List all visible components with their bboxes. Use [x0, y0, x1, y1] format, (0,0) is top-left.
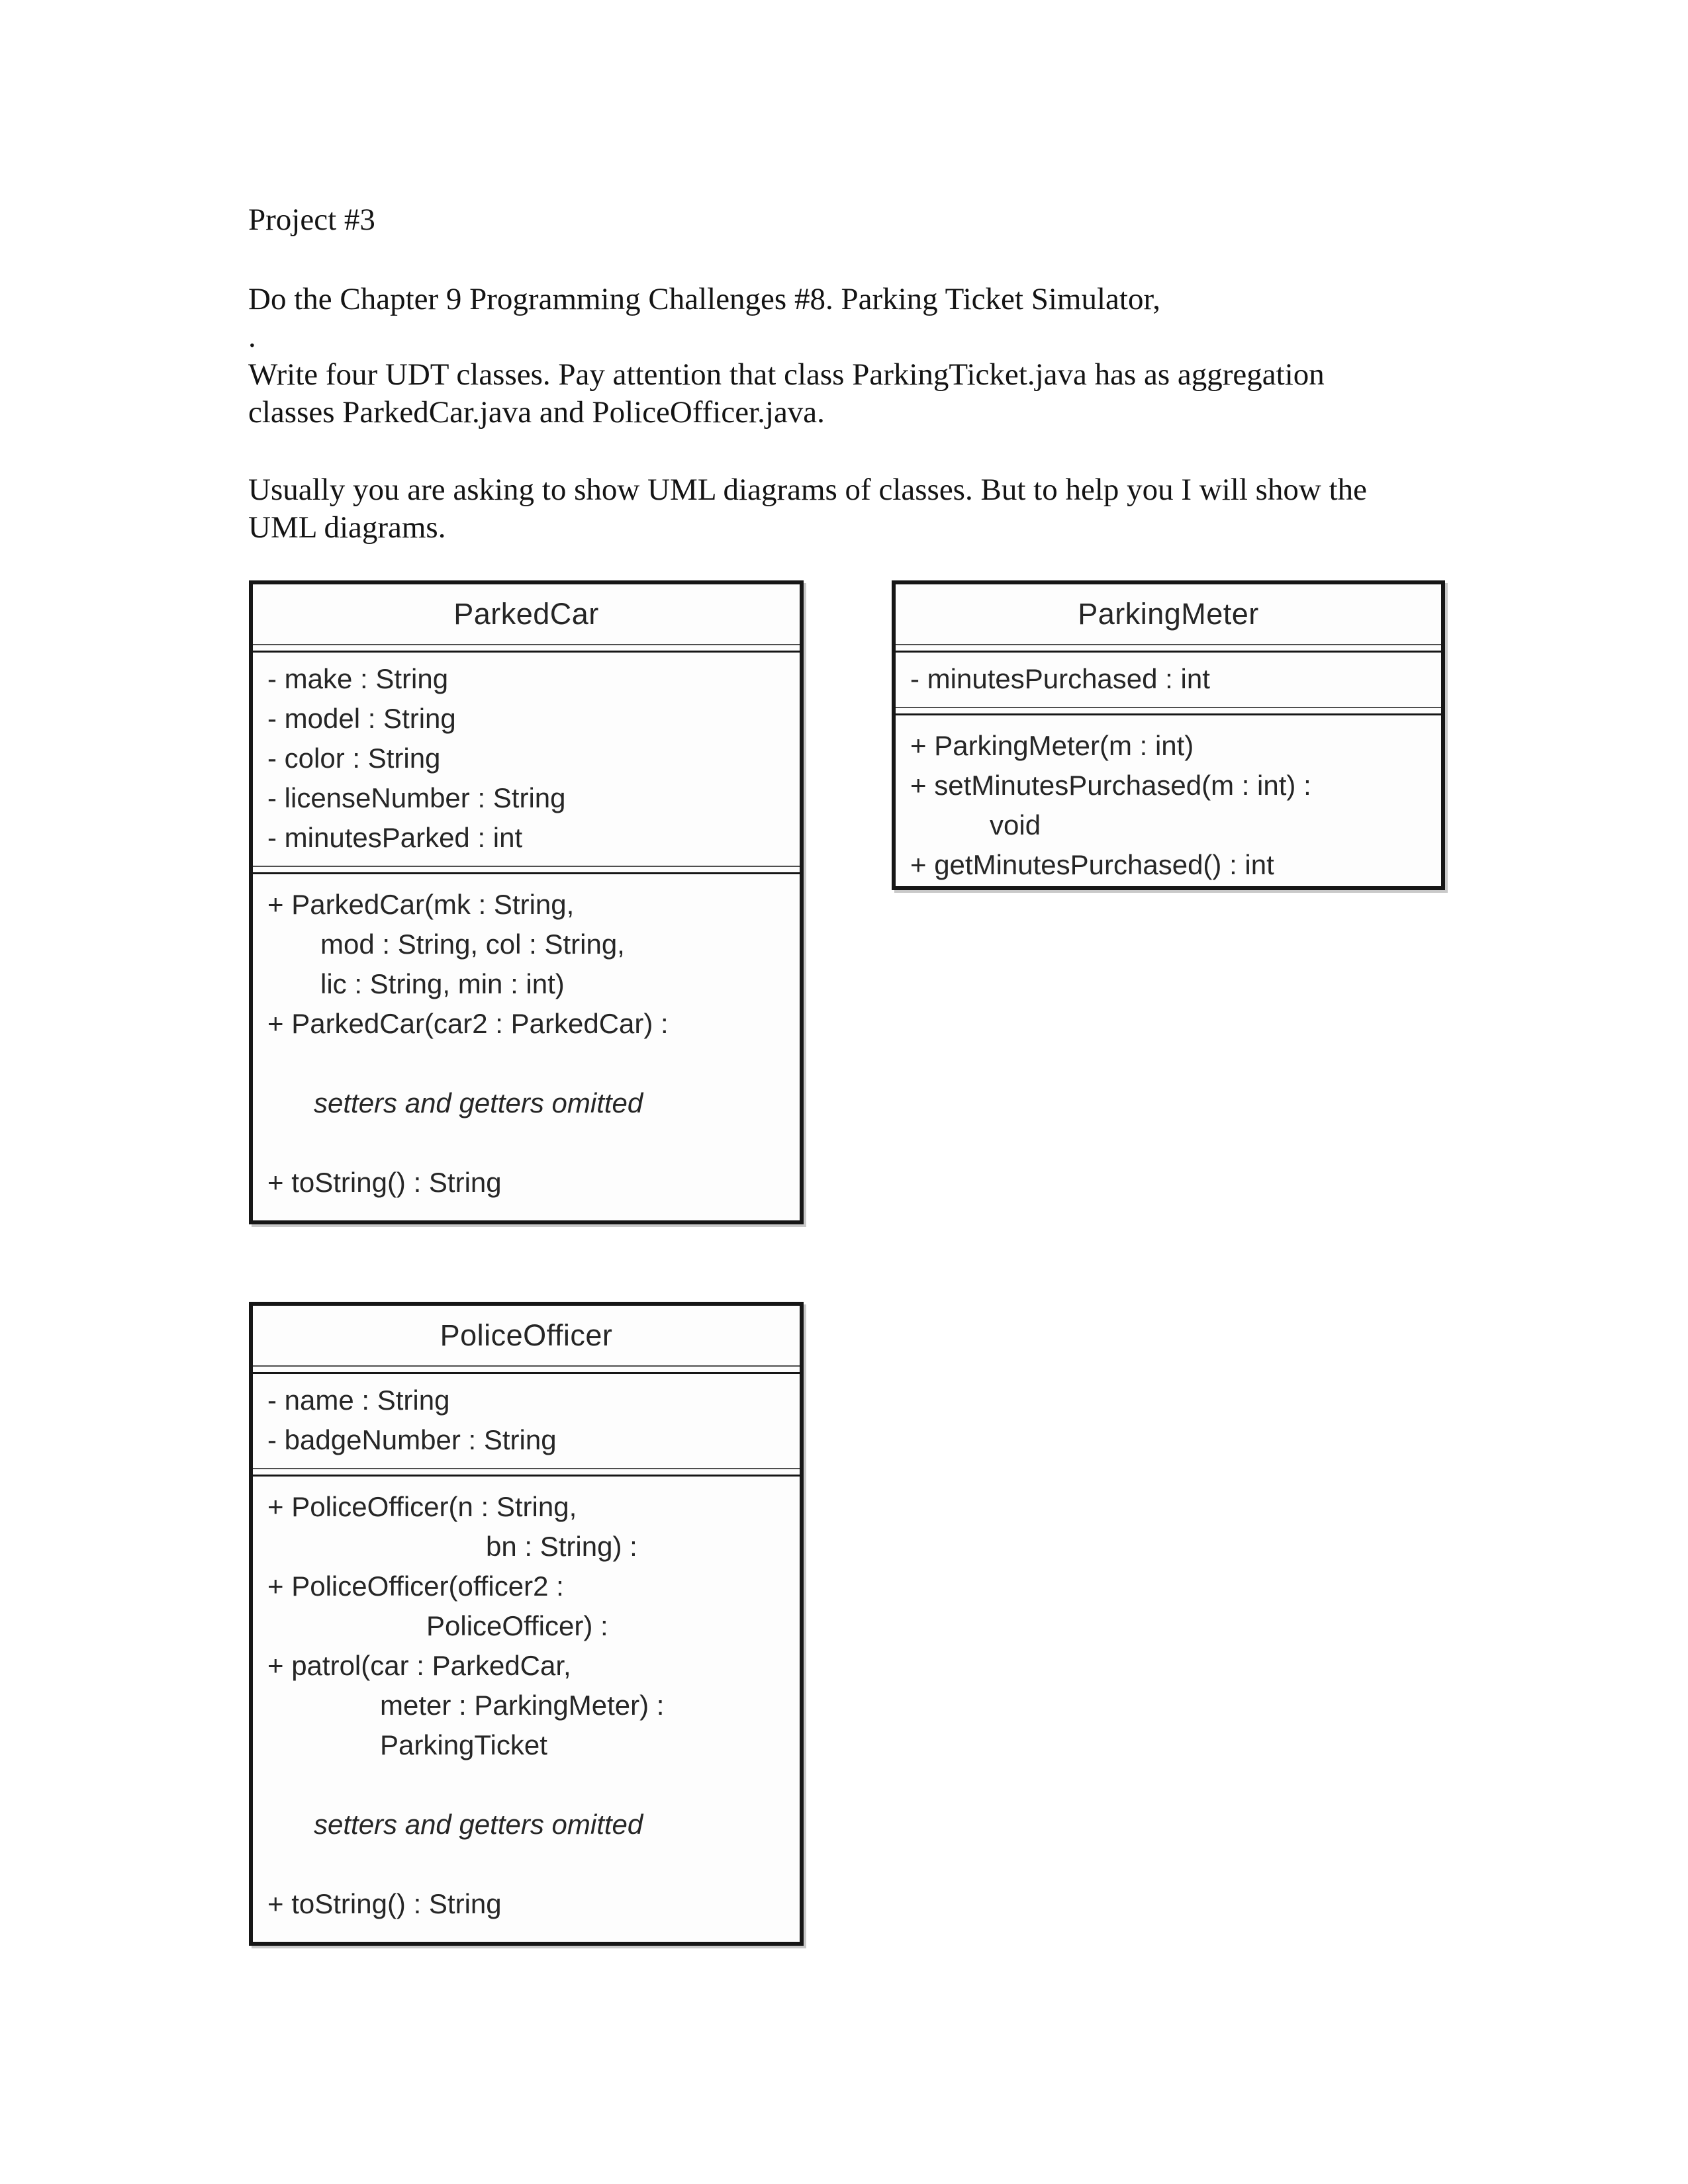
spacer-row	[253, 1123, 800, 1163]
uml-class-parkingmeter	[892, 580, 1445, 890]
attributes-section	[896, 653, 1441, 707]
section-divider	[253, 1365, 800, 1374]
uml-note-line-2: UML diagrams.	[248, 510, 446, 545]
attribute-line: - minutesPurchased : int	[910, 663, 1210, 694]
assignment-line: Do the Chapter 9 Programming Challenges #8. Parking Ticket Simulator,	[248, 282, 1160, 316]
method-line: lic : String, min : int)	[320, 968, 565, 999]
class-title-parkingmeter: ParkingMeter	[1078, 597, 1259, 631]
note-line: setters and getters omitted	[314, 1087, 643, 1118]
method-line: void	[990, 809, 1041, 841]
class-title-parkedcar: ParkedCar	[453, 597, 599, 631]
spacer-row	[253, 1044, 800, 1083]
method-line: bn : String) :	[486, 1531, 637, 1562]
spacer-row	[253, 1844, 800, 1884]
attribute-line: - minutesParked : int	[267, 822, 523, 853]
attribute-line: - make : String	[267, 663, 449, 694]
section-divider	[253, 866, 800, 874]
method-line: mod : String, col : String,	[320, 929, 625, 960]
attribute-line: - color : String	[267, 743, 441, 774]
method-line: + ParkingMeter(m : int)	[910, 730, 1194, 761]
attribute-line: - name : String	[267, 1385, 450, 1416]
project-title: Project #3	[248, 203, 375, 237]
method-line: + patrol(car : ParkedCar,	[267, 1650, 571, 1681]
method-line: + setMinutesPurchased(m : int) :	[910, 770, 1311, 801]
method-line: + ParkedCar(car2 : ParkedCar) :	[267, 1008, 669, 1039]
methods-section	[253, 1477, 800, 1924]
section-divider	[896, 644, 1441, 653]
method-line: + toString() : String	[267, 1167, 502, 1198]
method-line: PoliceOfficer) :	[426, 1610, 608, 1641]
class-title-policeofficer: PoliceOfficer	[440, 1318, 613, 1352]
stray-period-line: .	[248, 320, 256, 354]
section-divider	[253, 1468, 800, 1477]
methods-section	[253, 874, 800, 1203]
method-line: meter : ParkingMeter) :	[380, 1690, 665, 1721]
method-line: + getMinutesPurchased() : int	[910, 849, 1274, 880]
method-line: + PoliceOfficer(n : String,	[267, 1491, 577, 1522]
attribute-line: - badgeNumber : String	[267, 1424, 557, 1455]
method-line: + ParkedCar(mk : String,	[267, 889, 575, 920]
spacer-row	[253, 1765, 800, 1805]
attribute-line: - licenseNumber : String	[267, 782, 566, 813]
method-line: + PoliceOfficer(officer2 :	[267, 1570, 564, 1602]
section-divider	[253, 644, 800, 653]
attribute-line: - model : String	[267, 703, 456, 734]
uml-class-parkedcar	[249, 580, 804, 1224]
attributes-section	[253, 653, 800, 866]
uml-note-line-1: Usually you are asking to show UML diagrams of classes. But to help you I will show the	[248, 473, 1368, 507]
note-line: setters and getters omitted	[314, 1809, 643, 1840]
uml-class-policeofficer	[249, 1302, 804, 1946]
methods-section	[896, 715, 1441, 885]
section-divider	[896, 707, 1441, 715]
method-line: ParkingTicket	[380, 1729, 547, 1760]
write-classes-line-1: Write four UDT classes. Pay attention that class ParkingTicket.java has as aggregation	[248, 357, 1325, 392]
attributes-section	[253, 1374, 800, 1468]
method-line: + toString() : String	[267, 1888, 502, 1919]
write-classes-line-2: classes ParkedCar.java and PoliceOfficer.java.	[248, 395, 825, 430]
